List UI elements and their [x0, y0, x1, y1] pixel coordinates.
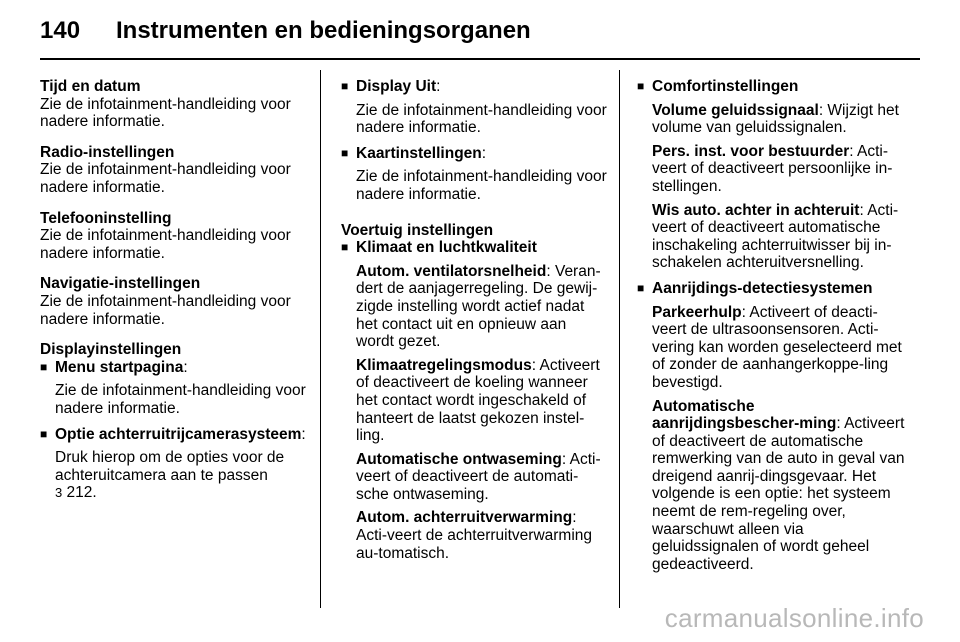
entry: Parkeerhulp: Activeert of deacti-veert de ultrasoonsensoren. Acti-vering kan worden geselecteerd met of zonder de aanhangerkoppe-ling bevestigd. [652, 303, 902, 391]
entry: Automatische ontwaseming: Acti-veert of deactiveert de automati-sche ontwaseming. [356, 450, 601, 503]
section-title: Navigatie-instellingen [40, 275, 201, 293]
column-3 [637, 78, 905, 581]
reference-arrow-icon: 3 [55, 485, 63, 501]
bullet-icon: ■ [40, 359, 48, 374]
section-title: Tijd en datum [40, 78, 141, 95]
header-divider [40, 58, 920, 60]
section-title: Radio-instellingen [40, 143, 175, 161]
entry: Pers. inst. voor bestuurder: Acti-veert of deactiveert persoonlijke in-stellingen. [652, 142, 893, 195]
item-text: Zie de infotainment-handleiding voor nadere informatie. [356, 101, 607, 137]
section-text: Zie de infotainment-handleiding voor nadere informatie. [40, 161, 291, 196]
bullet-icon: ■ [637, 280, 645, 295]
column-divider-2 [619, 70, 620, 608]
watermark: carmanualsonline.info [664, 603, 924, 633]
item-label: Aanrijdings-detectiesystemen [652, 279, 873, 297]
section-title: Telefooninstelling [40, 209, 172, 227]
entry: Autom. achterruitverwarming: Acti-veert de achterruitverwarming au-tomatisch. [356, 509, 593, 562]
item-text: Druk hierop om de opties voor de achteruitcamera aan te passen 3 212. [55, 449, 285, 502]
section-text: Zie de infotainment-handleiding voor nadere informatie. [40, 227, 291, 262]
column-divider-1 [320, 70, 321, 608]
page-reference[interactable]: 212. [66, 484, 97, 502]
list-item-display-off: ■ Display Uit: Zie de infotainment-handleiding voor nadere informatie. [341, 78, 607, 137]
entry: Wis auto. achter in achteruit: Acti-veert of deactiveert automatische inschakeling achterruitwisser bij in-schakelen achteruitversnelling. [652, 201, 899, 272]
page-header [40, 14, 920, 58]
item-text: Zie de infotainment-handleiding voor nadere informatie. [356, 168, 607, 203]
list-item-collision-detection [637, 280, 905, 574]
page-number: 140 [40, 17, 81, 44]
item-label: Display Uit [356, 78, 437, 95]
bullet-icon: ■ [637, 79, 645, 93]
entry: Volume geluidssignaal: Wijzigt het volume van geluidssignalen. [652, 101, 899, 137]
page-title: Instrumenten en bedieningsorganen [116, 17, 531, 44]
bullet-icon: ■ [341, 240, 349, 255]
section-title: Voertuig instellingen [341, 221, 494, 239]
section-title: Displayinstellingen [40, 341, 182, 359]
entry: Klimaatregelingsmodus: Activeert of deactiveert de koeling wanneer het contact wordt ingeschakeld of hanteert de laatst gekozen instel-ling. [356, 356, 600, 445]
list-item-rear-camera: ■ Optie achterruitrijcamerasysteem: Druk hierop om de opties voor de achteruitcamera aan te passen 3 212. [40, 426, 310, 502]
bullet-icon: ■ [341, 145, 349, 160]
list-item-menu-home: ■ Menu startpagina: Zie de infotainment-handleiding voor nadere informatie. [40, 359, 310, 418]
item-label: Menu startpagina [55, 358, 184, 376]
list-item-map-settings: ■ Kaartinstellingen: Zie de infotainment-handleiding voor nadere informatie. [341, 144, 607, 203]
section-display-settings [40, 341, 310, 502]
entry: Autom. ventilatorsnelheid: Veran-dert de aanjagerregeling. De gewij-zigde instelling wordt actief nadat het contact uit en opnieuw aan wordt gezet. [356, 262, 601, 351]
section-radio-settings [40, 144, 310, 197]
list-item-climate [341, 239, 607, 562]
item-label: Klimaat en luchtkwaliteit [356, 239, 537, 257]
item-label: Comfortinstellingen [652, 78, 799, 95]
item-label: Kaartinstellingen [356, 144, 482, 162]
bullet-icon: ■ [341, 79, 349, 93]
item-label: Optie achterruitrijcamerasysteem [55, 425, 302, 443]
section-navigation-settings [40, 275, 310, 328]
section-phone-settings [40, 210, 310, 263]
bullet-icon: ■ [40, 426, 48, 441]
column-1 [40, 78, 310, 515]
entry: Automatische aanrijdingsbescher-ming: Activeert of deactiveert de automatische remwerking van de auto in geval van dreigend aanrij-dingsgevaar. Het volgende is een optie: het systeem neemt de rem-regeling over, waarschuwt alleen via geluidssignalen of wordt geheel gedeactiveerd. [652, 397, 905, 573]
section-text: Zie de infotainment-handleiding voor nadere informatie. [40, 95, 291, 131]
section-time-date [40, 78, 310, 131]
item-text: Zie de infotainment-handleiding voor nadere informatie. [55, 382, 306, 417]
section-text: Zie de infotainment-handleiding voor nadere informatie. [40, 292, 291, 328]
list-item-comfort [637, 78, 905, 272]
column-2 [341, 78, 607, 570]
